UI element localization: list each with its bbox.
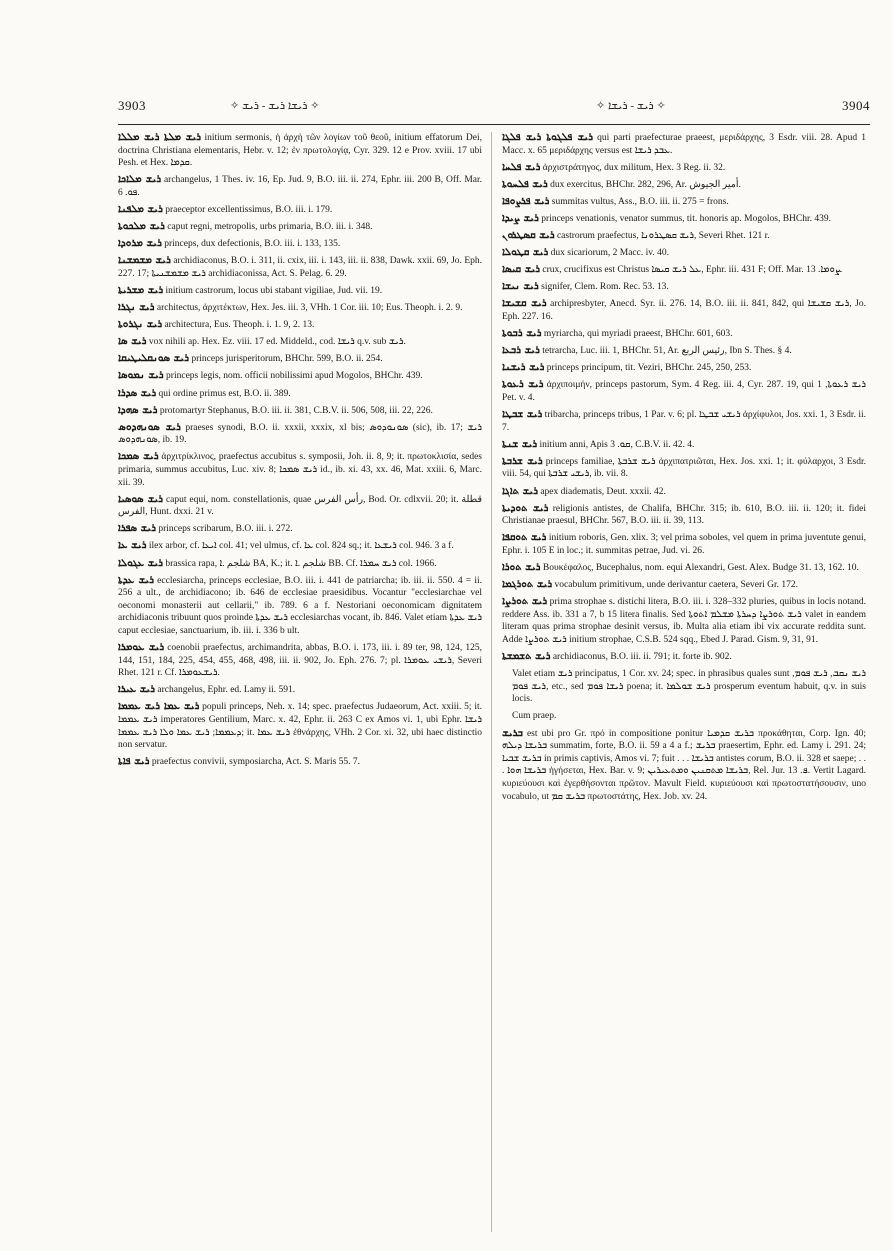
entry-definition: dux exercitus, BHChr. 282, 296, Ar. أمير الجيوش.	[550, 179, 741, 190]
entry-definition: architectura, Eus. Theoph. i. 1. 9, 2. 13.	[164, 320, 315, 331]
dictionary-entry	[118, 370, 482, 383]
entry-definition: myriarcha, qui myriadi praeest, BHChr. 601, 603.	[543, 329, 733, 340]
entry-definition: princeps scribarum, B.O. iii. i. 272.	[158, 524, 293, 535]
dictionary-entry	[502, 247, 866, 260]
entry-headword: ܪܝܫ ܪܝܫܢܐ	[502, 362, 545, 374]
entry-definition: vox nihili ap. Hex. Ez. viii. 17 ed. Middeld., cod. ܪܝܫܐ q.v. sub ܪܝܫ.	[148, 337, 406, 348]
entry-headword: ܪܝܫ ܣܘܢܩܠܝܛܝܩܐ	[118, 353, 189, 365]
entry-headword: ܪܝܫ ܬܫܡܫܬܐ	[502, 651, 551, 663]
dictionary-entry	[502, 456, 866, 481]
entry-definition: tribarcha, princeps tribus, 1 Par. v. 6; pl. ܪܝܫܝ ܫܒܛܐ ἀρχίφυλοι, Jos. xxi. 1, 3 Esdr. ii. 7.	[502, 410, 866, 433]
entry-headword: ܪܝܫ ܡܠܐܟܐ	[118, 174, 162, 186]
dictionary-entry	[118, 336, 482, 349]
entry-definition: qui parti praefecturae praeest, μεριδάρχης, 3 Esdr. viii. 28. Apud 1 Macc. x. 65 μεριδάρχης versus est ܥܒܕ ܪܝܫܐ.	[502, 133, 867, 156]
entry-definition: castrorum praefectus, ܪܝܫ ܩܣܛܪܘܢܐ, Severi Rhet. 121 r.	[556, 231, 770, 242]
dictionary-entry	[502, 298, 866, 323]
dictionary-entry	[118, 353, 482, 366]
entry-headword: ܪܝܫ ܪܥܘܬܐ	[502, 379, 544, 391]
entry-headword: ܪܝܫ ܡܠܬܐ ܪܝܫ ܡܠܠܐ	[118, 132, 202, 143]
dictionary-entry	[502, 281, 866, 294]
entry-headword: ܪܝܫ ܨܝܕܐ	[502, 212, 539, 224]
entry-definition: ἀρχιποιμήν, princeps pastorum, Sym. 4 Reg. iii. 4, Cyr. 287. 19, qui ܪܝܫ ܪܥܘܬܐ, 1 Pet. v. 4.	[502, 380, 866, 403]
entry-headword: ܪܝܫ ܣܐ	[118, 336, 147, 348]
dictionary-entry	[118, 221, 482, 234]
entry-definition: initium sermonis, ἡ ἀρχὴ τῶν λογίων τοῦ θεοῦ, initium effatorum Dei, doctrina Christiana elementaris, Hebr. v. 12; ἐν πρωτολογίᾳ, Cyr. 329. 12 e Prov. xviii. 17 ubi Pesh. et Hex. ܩܕܡܐ.	[118, 133, 482, 169]
entry-definition: brassica rapa, شلجم .ܐ BA, K.; it. شلجم .ܐ BB. Cf. ܪܝܫ ܚܡܪܐ col. 1966.	[165, 558, 437, 569]
entry-headword: ܪܝܫ ܩܝܣܐ	[502, 264, 541, 276]
dictionary-entry	[502, 328, 866, 341]
dictionary-entry	[502, 710, 866, 723]
entry-definition: vocabulum primitivum, unde derivantur caetera, Severi Gr. 172.	[554, 580, 799, 591]
entry-definition: initium roboris, Gen. xlix. 3; vel prima soboles, vel quem in prima juventute genui, Ephr. i. 105 E in loc.; it. summitas petrae, Jud. vi. 26.	[502, 533, 867, 556]
entry-definition: initium castrorum, locus ubi stabant vigiliae, Jud. vii. 19.	[165, 285, 383, 296]
entry-headword: ܪܝܫ ܬܘܪܨܐ	[502, 596, 548, 608]
entry-headword: ܪܝܫ ܬܘܕܝܬܐ	[502, 502, 549, 514]
entry-headword: ܪܝܫ ܥܓܘܠܐ	[118, 557, 164, 569]
entry-definition: princeps familiae, ܪܝܫ ܫܪܒܬܐ ἀρχιπατριῶται, Hex. Jos. xxi. 1; it. φύλαρχοι, 3 Esdr. viii. 54, qui ܪܝܫܝ ܫܪܒܬܐ, ib. vii. 8.	[502, 456, 866, 480]
dictionary-entry	[118, 684, 482, 697]
entry-definition: prima strophae s. distichi litera, B.O. iii. i. 328–332 pluries, quibus in locis notand. reddere Ass. ib. 331 a 7, b 15 litera finalis. Sed ܪܝܫ ܬܘܪܨܐ ܕܚܪܬܐ ܡܫܠܡ ܐܬܘܬܐ valet in eandem literam quas prima strophae desinit versus, ib. Multa alia etiam ibi vix accurate reddita sunt. Adde ܪܝܫ ܬܘܪܨܐ initium strophae, C.S.B. 524 sqq., Ebed J. Parad. Gism. 9, 31, 91.	[502, 597, 866, 645]
entry-definition: ἀρχιτρίκλινος, praefectus accubitus s. symposii, Joh. ii. 8, 9; it. πρωτοκλισία, sedes primaria, summus accubitus, Luc. xiv. 8; ܪܝܫ ܣܡܟܐ id., ib. xi. 43, xx. 46, Mat. xxiii. 6, Marc. xii. 39.	[118, 452, 482, 488]
entry-definition: archidiaconus, B.O. iii. ii. 791; it. forte ib. 902.	[552, 652, 732, 663]
entry-definition: religionis antistes, de Chalifa, BHChr. 315; ib. 610, B.O. iii. ii. 120; it. fidei Christianae praesul, BHChr. 567, B.O. iii. ii. 39, 113.	[502, 503, 867, 527]
dictionary-entry	[118, 558, 482, 571]
entry-definition: dux sicariorum, 2 Macc. iv. 40.	[550, 248, 669, 259]
dictionary-entry	[118, 204, 482, 217]
dictionary-entry	[502, 379, 866, 404]
dictionary-entry	[118, 388, 482, 401]
entry-headword: ܪܝܫ ܥܕܬܐ	[118, 574, 154, 586]
entry-definition: archangelus, Ephr. ed. Lamy ii. 591.	[157, 685, 296, 696]
entry-headword: ܪܝܫ ܪܒܘܬܐ	[502, 328, 542, 340]
entry-definition: initium anni, Apis ܩܘ. 3, C.B.V. ii. 42. 4.	[539, 439, 695, 450]
entry-definition: ἀρχιστράτηγος, dux militum, Hex. 3 Reg. ii. 32.	[542, 162, 726, 173]
dictionary-entry	[118, 132, 482, 170]
entry-definition: populi princeps, Neh. x. 14; spec. praefectus Judaeorum, Act. xxiii. 5; it. ܪܝܫ ܥܡܡܐ imperatores Gentilium, Marc. x. 42, Ephr. ii. 263 C ex Amos vi. 1, ubi Ephr. ܪܝܫܐ ܕܥܡܡܐ; ܪܝܫ ܥܡܐ ܘܠܐ ܪܝܫ ܥܡܡܐ; it. ܪܝܫ ܥܡܐ ἐθνάρχης, VHh. 2 Cor. xi. 32, ubi haec distinctio non servatur.	[118, 702, 482, 751]
entry-headword: ܪܝܫ ܣܘܢܗܕܘܣ	[118, 421, 181, 433]
entry-definition: apex diadematis, Deut. xxxii. 42.	[540, 486, 666, 497]
entry-definition: coenobii praefectus, archimandrita, abbas, B.O. i. 173, iii. i. 89 ter, 98, 124, 125, 144, 151, 184, 225, 454, 455, 468, 498, iii. ii. 902, Jo. Eph. 276. 7; pl. ܪܝܫܝ ܥܘܡܪܐ, Severi Rhet. 121 r. Cf. ܪܝܫܥܘܡܪܐ.	[118, 643, 483, 679]
entry-headword: ܪܝܫ ܦܪܨܘܦܐ	[502, 195, 550, 207]
left-column	[118, 132, 482, 773]
entry-headword: ܪܝܫ ܫܒܛܐ	[502, 409, 543, 421]
entry-headword: ܪܝܫ ܣܘܣܝܐ	[118, 493, 164, 505]
dictionary-entry	[118, 302, 482, 315]
dictionary-entry	[502, 439, 866, 452]
entry-headword: ܪܝܫ ܣܗܕܐ	[118, 404, 158, 416]
entry-definition: princeps, dux defectionis, B.O. iii. i. 133, 135.	[164, 239, 341, 250]
entry-definition: archangelus, 1 Thes. iv. 16, Ep. Jud. 9, B.O. iii. ii. 274, Ephr. iii. 200 B, Off. Mar. ܦܘ. 6.	[118, 175, 483, 198]
left-running-head: ✧ ܪܝܫܐ ܪܝܫ - ܪܝܫ ✧	[230, 100, 320, 112]
column-divider	[491, 132, 492, 1232]
entry-headword: ܪܝܫ ܥܡܐ ܪܝܫ ܥܡܡܐ	[118, 701, 200, 713]
entry-definition: architectus, ἀρχιτέκτων, Hex. Jes. iii. 3, VHh. 1 Cor. iii. 10; Eus. Theoph. i. 2. 9.	[156, 303, 463, 314]
dictionary-entry	[502, 562, 866, 575]
entry-headword: ܪܝܫ ܫܢܬܐ	[502, 438, 538, 450]
dictionary-entry	[502, 132, 866, 157]
dictionary-entry	[502, 503, 866, 528]
dictionary-entry	[502, 213, 866, 226]
entry-definition: summitas vultus, Ass., B.O. iii. ii. 275 = frons.	[551, 196, 729, 207]
right-page-number: 3904	[842, 98, 870, 113]
entry-headword: ܪܝܫ ܬܐܓܐ	[502, 485, 538, 497]
entry-definition: protomartyr Stephanus, B.O. iii. ii. 381, C.B.V. ii. 506, 508, iii. 22, 226.	[159, 405, 433, 416]
entry-headword: ܪܝܫ ܥܐ	[118, 540, 147, 552]
dictionary-entry	[118, 540, 482, 553]
dictionary-entry	[502, 728, 866, 804]
entry-headword: ܪܝܫ ܩܛܘܠܐ	[502, 247, 549, 259]
entry-headword: ܪܝܫ ܣܕܪܐ	[118, 387, 157, 399]
entry-definition: crux, crucifixus est Christus ܥܠ ܪܝܫ ܩܝܣܐ, Ephr. iii. 431 F; Off. Mar. ܨܘܡܐ. 13.	[542, 265, 843, 276]
dictionary-entry	[502, 264, 866, 277]
entry-headword: ܪܝܫ ܣܦܪܐ	[118, 523, 156, 535]
entry-headword: ܪܝܫ ܪܒܥܐ	[502, 345, 540, 357]
entry-headword: ܪܝܫ ܬܘܪܐ	[502, 562, 541, 574]
dictionary-entry	[502, 345, 866, 358]
dictionary-entry	[118, 523, 482, 536]
entry-headword: ܪܝܫ ܩܣܛܪܘܢ	[502, 230, 555, 242]
dictionary-entry	[118, 494, 482, 519]
entry-headword: ܪܝܫ ܥܝܪܐ	[118, 684, 156, 696]
entry-headword: ܪܝܫ ܡܫܪܝܬܐ	[118, 284, 164, 296]
entry-definition: princeps principum, tit. Veziri, BHChr. 245, 250, 253.	[546, 363, 752, 374]
entry-definition: archidiaconus, B.O. i. 311, ii. cxix, iii. i. 143, iii. ii. 838, Dawk. xxii. 69, Jo. Eph. 227. 17; ܪܝܫ ܡܫܡܫܢܝܬܐ archidiaconissa, Act. S. Pelag. 6. 29.	[118, 256, 483, 279]
dictionary-entry	[502, 532, 866, 557]
dictionary-entry	[118, 575, 482, 638]
entry-definition: princeps legis, nom. officii nobilissimi apud Mogolos, BHChr. 439.	[166, 371, 423, 382]
entry-headword: ܪܝܫ ܢܝܫܐ	[502, 281, 539, 293]
entry-definition: praeceptor excellentissimus, B.O. iii. i. 179.	[165, 204, 333, 215]
entry-definition: Valet etiam ܪܝܫ principatus, 1 Cor. xv. 24; spec. in phrasibus quales sunt ܪܝܫ ܢܩܒ, ܪܝܫ ܦܘܡ, ܪܝܫ ܦܘܡ, etc., sed ܪܝܫܐ ܦܘܡ poena; it. ܪܝܫ ܫܘܠܡܐ prosperum eventum habuit, q.v. in suis locis.	[512, 669, 867, 705]
entry-definition: caput equi, nom. constellationis, quae رأس الفرس, Bod. Or. cdlxvii. 20; it. قطلة الفرس, Hunt. dxxi. 21 v.	[118, 494, 482, 518]
entry-definition: praefectus convivii, symposiarcha, Act. S. Maris 55. 7.	[151, 757, 361, 768]
right-running-head: ✧ ܪܝܫ - ܪܝܫܐ ✧	[596, 100, 666, 112]
dictionary-entry	[502, 668, 866, 706]
dictionary-entry	[118, 642, 482, 680]
page-header	[118, 98, 870, 118]
entry-headword: ܪܝܫ ܢܓܪܐ	[118, 302, 155, 314]
entry-headword: ܪܝܫ ܢܡܘܣܐ	[118, 370, 164, 382]
dictionary-entry	[118, 238, 482, 251]
entry-headword: ܪܝܫ ܣܡܟܐ	[118, 451, 159, 463]
entry-definition: qui ordine primus est, B.O. ii. 389.	[158, 388, 291, 399]
dictionary-entry	[502, 230, 866, 243]
dictionary-entry	[118, 174, 482, 199]
entry-headword: ܪܝܫ ܡܠܦܢܐ	[118, 203, 163, 215]
entry-definition: signifer, Clem. Rom. Rec. 53. 13.	[541, 282, 669, 293]
entry-definition: est ubi pro Gr. πρό in compositione ponitur ܒܪܝܫ ܩܕܡܝܐ προκάθηται, Corp. Ign. 40; ܒܪܝܫܐ ܕܝܠܗ summatim, forte, B.O. ii. 59 a 4 a f.; ܒܪܝܫ praesertim, Ephr. ed. Lamy i. 291. 24; ܒܪܝܫ ܫܒܝܐ in primis captivis, Amos vi. 7; fuit . . . ܒܪܝܫܐ antistes corum, B.O. ii. 328 et saepe; . . . ܒܪܝܫܐ ܗܘܐ ἡγήσεται, Hex. Bar. v. 9; ܒܪܝܫܐ ܡܬܩܢܝܢ ܘܡܬܥܝܪܝܢ, Rel. Jur. ܦ. 13. Vertit Lagard. κυριεύουσι καὶ ἐγερθήσονται πρῶτον. Mavult Field. κυριεύουσι καὶ πρωτοστατήσουσιν, uno vocabulo, ut ܒܪܝܫ ܩܡ πρωτοστάτης, Hex. Job. xv. 24.	[502, 728, 867, 802]
dictionary-entry	[502, 179, 866, 192]
entry-headword: ܪܝܫ ܢܓܪܘܬܐ	[118, 319, 163, 331]
entry-definition: Cum praep.	[512, 711, 557, 722]
dictionary-entry	[502, 651, 866, 664]
right-column	[502, 132, 866, 808]
entry-definition: caput regni, metropolis, urbs primaria, B.O. iii. i. 348.	[167, 222, 373, 233]
dictionary-entry	[502, 486, 866, 499]
dictionary-entry	[502, 162, 866, 175]
entry-definition: tetrarcha, Luc. iii. 1, BHChr. 51, Ar. رئيس الربع, Ibn S. Thes. § 4.	[542, 346, 792, 357]
entry-headword: ܪܝܫ ܬܘܪܓܡܐ	[502, 579, 553, 591]
entry-headword: ܪܝܫ ܦܠܚܐ	[502, 161, 541, 173]
entry-definition: Βουκέφαλος, Bucephalus, nom. equi Alexandri, Gest. Alex. Budge 31. 13, 162. 10.	[542, 563, 859, 574]
entry-definition: archipresbyter, Anecd. Syr. ii. 276. 14, B.O. iii. ii. 841, 842, qui ܪܝܫ ܩܫܝܫܐ, Jo. Eph. 227. 16.	[502, 299, 866, 323]
dictionary-entry	[502, 362, 866, 375]
entry-definition: ecclesiarcha, princeps ecclesiae, B.O. iii. i. 441 de patriarcha; ib. iii. ii. 550. 4 = ii. 256 a ult., de archidiacono; ib. 646 de ecclesiae praesidibus. Vocantur "ecclesiarchae vel oeconomi monasterii aut cellarii," ib. 789. 6 a f. Nestoriani oeconomicam dignitatem archidiaconis tribuunt quos proinde ܪܝܫ ܥܕܬܐ ecclesiarchas vocant, ib. 846. Valet etiam ܪܝܫ ܥܕܬܐ caput ecclesiae, sanctuarium, ib. iii. i. 336 b ult.	[118, 575, 482, 636]
dictionary-entry	[118, 756, 482, 769]
entry-headword: ܪܝܫ ܫܪܒܬܐ	[502, 455, 543, 467]
entry-headword: ܒܪܝܫ	[502, 727, 523, 739]
entry-headword: ܪܝܫ ܡܫܡܫܢܐ	[118, 255, 171, 267]
entry-headword: ܪܝܫ ܥܘܡܪܐ	[118, 642, 165, 654]
entry-headword: ܪܝܫ ܬܘܩܦܐ	[502, 532, 547, 544]
dictionary-entry	[118, 701, 482, 751]
entry-headword: ܪܝܫ ܦܠܓܘܬܐ ܪܝܫ ܦܠܓܐ	[502, 132, 593, 143]
dictionary-entry	[502, 596, 866, 646]
entry-headword: ܪܝܫ ܦܐܬܐ	[118, 756, 150, 768]
entry-headword: ܪܝܫ ܡܪܘܕܐ	[118, 238, 162, 250]
entry-headword: ܪܝܫ ܩܫܝܫܐ	[502, 298, 547, 310]
dictionary-entry	[118, 405, 482, 418]
entry-definition: praeses synodi, B.O. ii. xxxii, xxxix, xl bis; ܣܘܢܘܕܘܣ (sic), ib. 17; ܪܝܫ ܣܘܢܗܕܘܣ, ib. 19.	[118, 422, 482, 446]
entry-headword: ܪܝܫ ܦܠܚܘܬܐ	[502, 178, 548, 190]
header-rule	[118, 124, 870, 125]
entry-definition: princeps venationis, venator summus, tit. honoris ap. Mogolos, BHChr. 439.	[541, 213, 832, 224]
dictionary-entry	[502, 196, 866, 209]
dictionary-entry	[118, 255, 482, 280]
entry-definition: ilex arbor, cf. ܐܝܥܐ col. 41; vel ulmus, cf. ܥܐ col. 824 sq.; it. ܪܝܫܥܐ col. 946. 3 a f.	[148, 541, 454, 552]
entry-headword: ܪܝܫ ܡܠܟܘܬܐ	[118, 221, 165, 233]
dictionary-entry	[502, 579, 866, 592]
dictionary-entry	[118, 451, 482, 489]
dictionary-entry	[502, 409, 866, 434]
dictionary-entry	[118, 422, 482, 447]
dictionary-entry	[118, 285, 482, 298]
left-page-number: 3903	[118, 98, 146, 113]
entry-definition: princeps jurisperitorum, BHChr. 599, B.O. ii. 254.	[191, 354, 383, 365]
dictionary-entry	[118, 319, 482, 332]
